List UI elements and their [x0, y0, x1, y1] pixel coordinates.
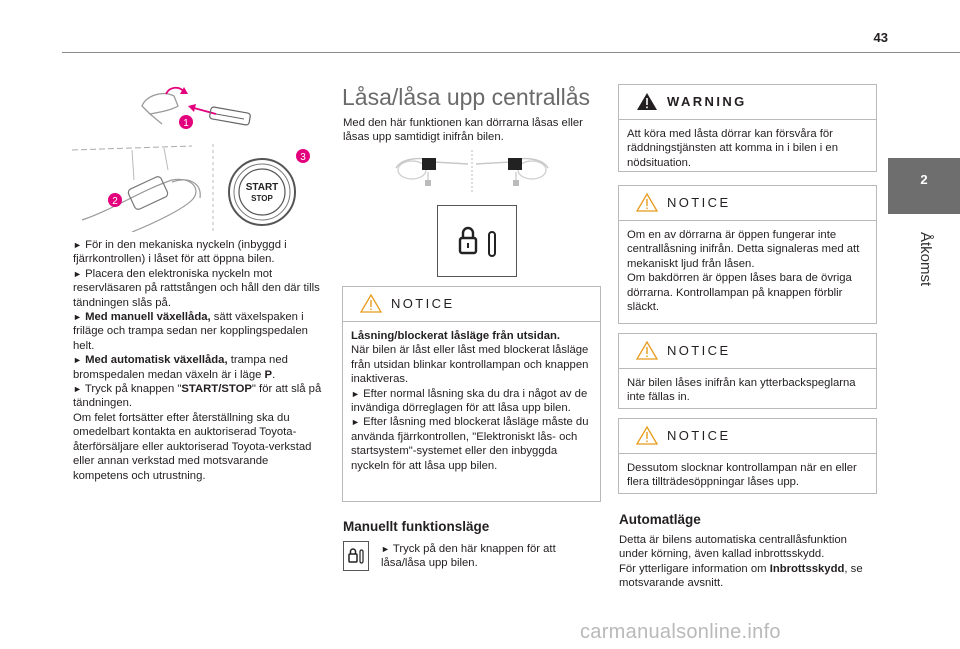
notice-header	[619, 419, 876, 454]
arrow-icon: ►	[73, 355, 82, 366]
callout-1-label: 1	[183, 118, 189, 129]
callout-3-label: 3	[300, 152, 306, 163]
notice-heading: Låsning/blockerat låsläge från utsidan.	[351, 330, 561, 342]
step-4: ► Med automatisk växellåda, trampa ned bromspedalen medan växeln är i läge P.	[73, 354, 288, 381]
warning-body: Att köra med låsta dörrar kan försvåra för räddningstjänsten att komma in i bilen i en nödsituation.	[627, 128, 838, 169]
stop-label: STOP	[251, 194, 273, 203]
section-title: Låsa/låsa upp centrallås	[342, 84, 591, 110]
lock-button-small-icon	[343, 541, 369, 571]
warning-triangle-icon	[636, 193, 658, 212]
notice-header	[343, 287, 600, 322]
warning-label: WARNING	[667, 94, 747, 109]
notice-label: NOTICE	[391, 296, 455, 311]
arrow-icon: ►	[73, 240, 82, 250]
start-label: START	[245, 182, 279, 193]
page-number: 43	[873, 30, 888, 45]
notice-label: NOTICE	[667, 343, 731, 358]
chapter-label: Åtkomst	[917, 232, 934, 287]
notice-label: NOTICE	[667, 428, 731, 443]
arrow-icon: ►	[73, 312, 82, 323]
dashboard-illustration	[392, 150, 552, 194]
watermark: carmanualsonline.info	[580, 621, 781, 643]
manual-mode-text: ► Tryck på den här knappen för att låsa/låsa upp bilen.	[381, 543, 556, 570]
notice-body: Dessutom slocknar kontrollampan när en eller flera tillträdesöppningar låses upp.	[627, 462, 857, 489]
notice-header	[619, 334, 876, 369]
step-3: ► Med manuell växellåda, sätt växelspaken i friläge och trampa sedan ner kopplingspedalen helt.	[73, 311, 308, 352]
notice-box-central-locking	[342, 286, 601, 502]
notice-box-indicator	[618, 418, 877, 494]
notice-body: När bilen låses inifrån kan ytterbackspeglarna inte fällas in.	[627, 377, 856, 404]
notice-box-mirrors	[618, 333, 877, 409]
notice-step-2: ► Efter låsning med blockerat låsläge måste du använda fjärrkontrollen, "Elektroniskt lås- och startsystem"-systemet eller den inbyggda nyckeln för att låsa upp bilen.	[351, 416, 589, 472]
arrow-icon: ►	[73, 268, 82, 279]
warning-triangle-icon	[636, 426, 658, 445]
section-intro: Med den här funktionen kan dörrarna låsas eller låsas upp samtidigt inifrån bilen.	[343, 117, 583, 144]
key-reader-illustration	[72, 140, 322, 232]
auto-mode-text: Detta är bilens automatiska centrallåsfunktion under körning, även kallad inbrottsskydd. För ytterligare information om Inbrottsskydd, se motsvarande avsnitt.	[619, 534, 863, 590]
chapter-number: 2	[920, 172, 928, 187]
warning-triangle-icon	[636, 341, 658, 360]
notice-label: NOTICE	[667, 195, 731, 210]
notice-box-open-door	[618, 185, 877, 324]
warning-header	[619, 85, 876, 120]
notice-body: Om en av dörrarna är öppen fungerar inte centrallåsning inifrån. Detta signaleras med att mekaniskt ljud från låsen. Om bakdörren är öppen låses bara de övriga dörrarna. Kontrollampan på knappen förblir släckt.	[627, 229, 860, 314]
arrow-icon: ►	[351, 388, 360, 399]
callout-2-label: 2	[112, 196, 118, 207]
left-column-text	[73, 238, 325, 483]
warning-triangle-icon	[636, 92, 658, 111]
notice-header	[619, 186, 876, 221]
warning-triangle-icon	[360, 294, 382, 313]
auto-mode-heading: Automatläge	[619, 512, 701, 527]
manual-mode-heading: Manuellt funktionsläge	[343, 519, 490, 534]
notice-step-1: ► Efter normal låsning ska du dra i något av de invändiga dörreglagen för att låsa upp bilen.	[351, 387, 588, 415]
arrow-icon: ►	[381, 544, 390, 554]
padlock-icon	[438, 206, 516, 276]
warning-box	[618, 84, 877, 172]
step-5: ► Tryck på knappen "START/STOP" för att slå på tändningen.	[73, 383, 322, 410]
step-2: ► Placera den elektroniska nyckeln mot reservläsaren på rattstången och håll den där tills tändningen slås på.	[73, 267, 320, 309]
closing-paragraph: Om felet fortsätter efter återställning ska du omedelbart kontakta en auktoriserad Toyota-återförsäljare eller auktoriserad Toyota-verkstad eller annan verkstad med motsvarande kompetens och utrustning.	[73, 411, 312, 482]
lock-button-illustration	[437, 205, 517, 277]
arrow-icon: ►	[73, 384, 82, 395]
notice-text: När bilen är låst eller låst med blockerat låsläge från utsidan blinkar kontrollampan och knappen inaktiveras.	[351, 344, 589, 386]
arrow-icon: ►	[351, 417, 360, 428]
key-in-lock-illustration	[132, 84, 262, 136]
step-1: ► För in den mekaniska nyckeln (inbyggd i fjärrkontrollen) i låset för att öppna bilen.	[73, 239, 287, 266]
header-rule	[62, 52, 960, 53]
notice-body	[343, 322, 600, 481]
